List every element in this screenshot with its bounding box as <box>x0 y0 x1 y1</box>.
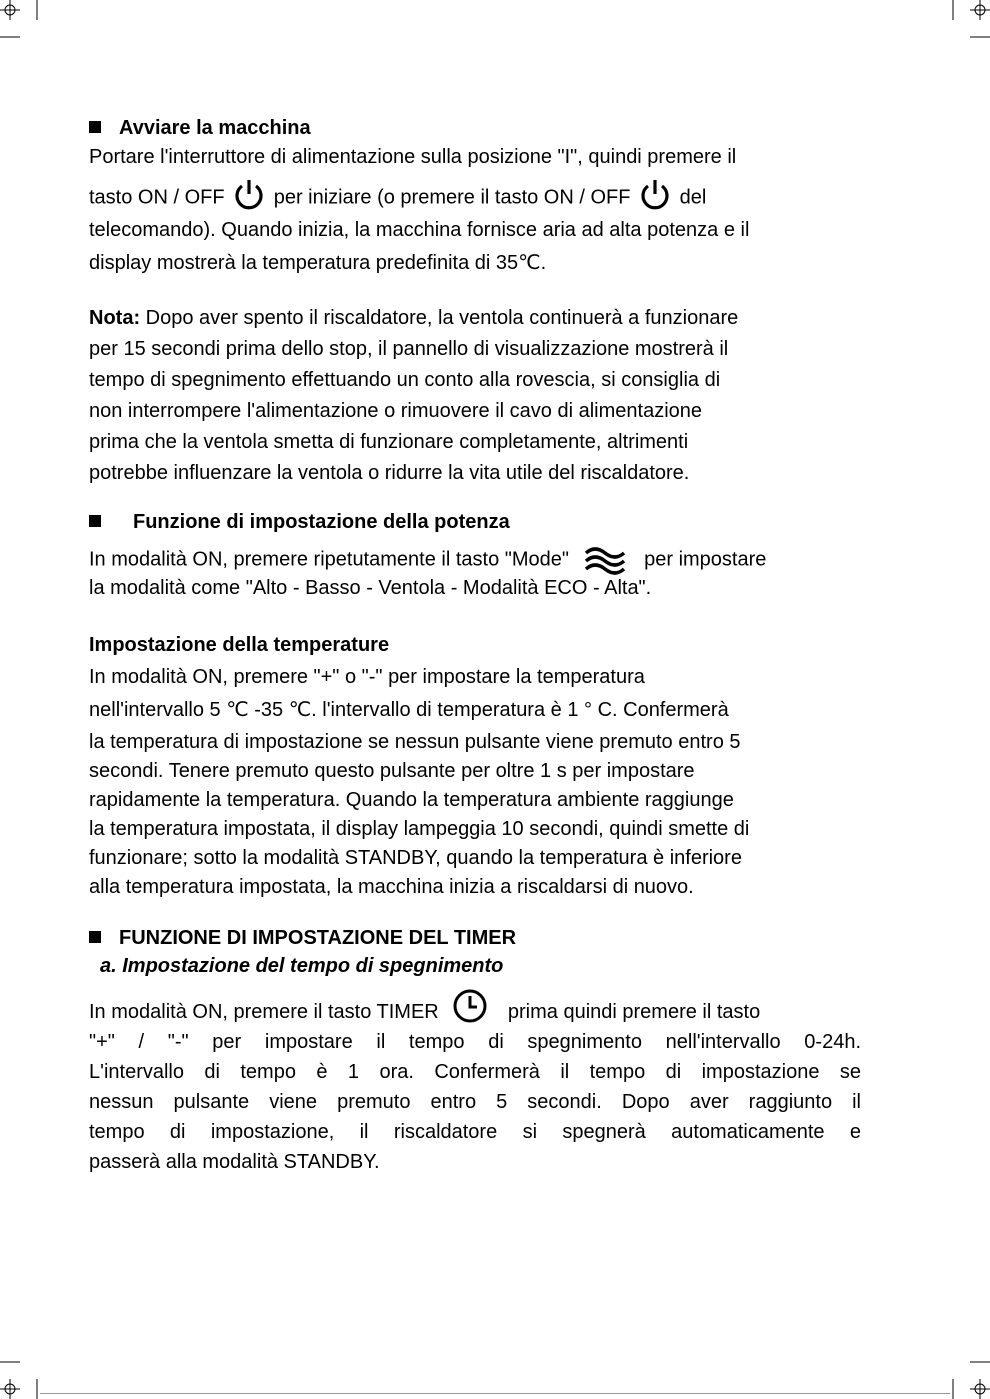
heading-text: Funzione di impostazione della potenza <box>133 511 510 533</box>
section-heading-power <box>89 510 510 534</box>
paragraph-line: telecomando). Quando inizia, la macchina fornisce aria ad alta potenza e il <box>89 219 750 241</box>
section-heading-temperature: Impostazione della temperature <box>89 634 390 656</box>
note-line: per 15 secondi prima dello stop, il pannello di visualizzazione mostrerà il <box>89 338 729 360</box>
paragraph-line: tempo di impostazione, il riscaldatore si spegnerà automaticamente e <box>89 1121 861 1143</box>
paragraph-line: L'intervallo di tempo è 1 ora. Confermerà il tempo di impostazione se <box>89 1061 861 1083</box>
power-icon <box>232 178 266 212</box>
paragraph-line: display mostrerà la temperatura predefinita di 35℃. <box>89 252 547 274</box>
paragraph-line: Portare l'interruttore di alimentazione sulla posizione "I", quindi premere il <box>89 146 737 168</box>
subheading: a. Impostazione del tempo di spegnimento <box>100 955 504 977</box>
power-icon <box>638 178 672 212</box>
note-line: non interrompere l'alimentazione o rimuovere il cavo di alimentazione <box>89 400 703 422</box>
note-label: Nota: <box>89 307 141 329</box>
text-segment: Dopo aver spento il riscaldatore, la ventola continuerà a funzionare <box>140 307 739 329</box>
note-line: potrebbe influenzare la ventola o ridurre la vita utile del riscaldatore. <box>89 462 690 484</box>
square-bullet-icon <box>89 931 101 943</box>
paragraph-line <box>89 1000 760 1024</box>
crop-mark-icon <box>950 0 990 40</box>
text-segment: In modalità ON, premere ripetutamente il tasto "Mode" <box>89 548 569 571</box>
section-heading-start <box>89 116 311 140</box>
note-line <box>89 306 738 330</box>
text-segment: tasto ON / OFF <box>89 186 225 209</box>
bottom-trim-line <box>40 1393 950 1394</box>
paragraph-line: la temperatura impostata, il display lampeggia 10 secondi, quindi smette di <box>89 818 750 840</box>
paragraph-line: nessun pulsante viene premuto entro 5 secondi. Dopo aver raggiunto il <box>89 1091 861 1113</box>
paragraph-line: alla temperatura impostata, la macchina inizia a riscaldarsi di nuovo. <box>89 876 694 898</box>
square-bullet-icon <box>89 515 101 527</box>
text-segment: In modalità ON, premere il tasto TIMER <box>89 1001 439 1023</box>
paragraph-line: "+" / "-" per impostare il tempo di spegnimento nell'intervallo 0-24h. <box>89 1031 861 1053</box>
mode-wave-icon <box>583 545 627 575</box>
square-bullet-icon <box>89 121 101 133</box>
paragraph-line: la temperatura di impostazione se nessun pulsante viene premuto entro 5 <box>89 731 741 753</box>
paragraph-line <box>89 545 766 575</box>
crop-mark-icon <box>950 1359 990 1399</box>
text-segment: prima quindi premere il tasto <box>507 1001 761 1023</box>
paragraph-line: passerà alla modalità STANDBY. <box>89 1151 380 1173</box>
text-segment: per iniziare (o premere il tasto ON / OFF <box>273 186 631 209</box>
crop-mark-icon <box>0 0 40 40</box>
section-heading-timer <box>89 926 516 950</box>
paragraph-line: rapidamente la temperatura. Quando la temperatura ambiente raggiunge <box>89 789 734 811</box>
heading-text: Avviare la macchina <box>119 117 311 139</box>
paragraph-line: funzionare; sotto la modalità STANDBY, quando la temperatura è inferiore <box>89 847 742 869</box>
crop-mark-icon <box>0 1359 40 1399</box>
note-line: prima che la ventola smetta di funzionare completamente, altrimenti <box>89 431 689 453</box>
paragraph-line: secondi. Tenere premuto questo pulsante per oltre 1 s per impostare <box>89 760 695 782</box>
clock-icon <box>452 988 488 1024</box>
text-segment: per impostare <box>644 548 767 571</box>
note-line: tempo di spegnimento effettuando un conto alla rovescia, si consiglia di <box>89 369 721 391</box>
text-segment: del <box>679 186 707 209</box>
paragraph-line: In modalità ON, premere "+" o "-" per impostare la temperatura <box>89 666 645 688</box>
paragraph-line: nell'intervallo 5 ℃ -35 ℃. l'intervallo di temperatura è 1 ° C. Confermerà <box>89 699 729 721</box>
paragraph-line: la modalità come "Alto - Basso - Ventola - Modalità ECO - Alta". <box>89 577 652 599</box>
heading-text: FUNZIONE DI IMPOSTAZIONE DEL TIMER <box>119 927 517 949</box>
paragraph-line <box>89 184 706 212</box>
